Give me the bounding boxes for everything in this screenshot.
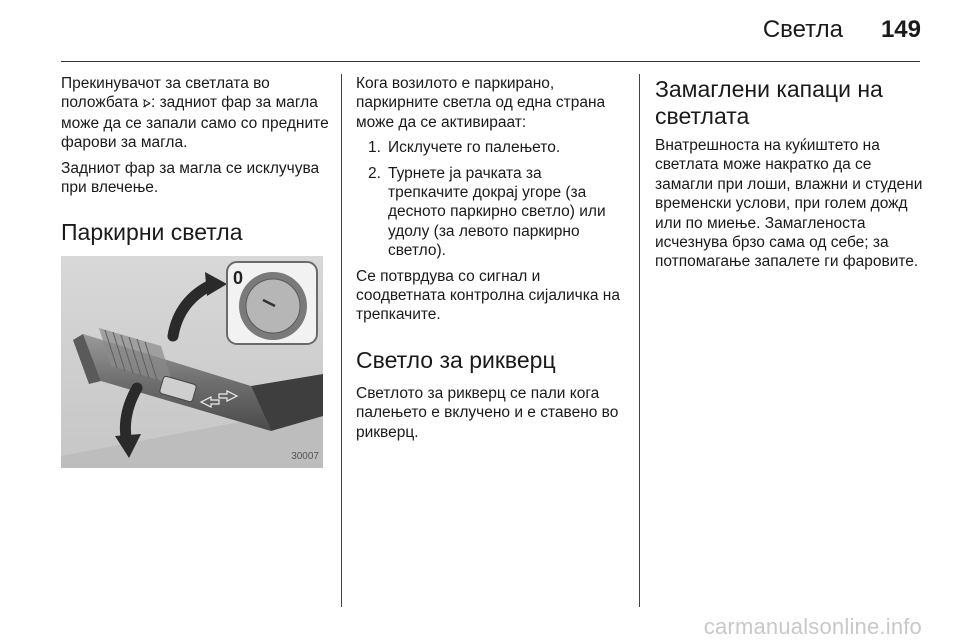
- towing-paragraph: Задниот фар за магла се исклучува при влечење.: [61, 159, 320, 197]
- header-rule: [61, 61, 920, 62]
- column-2: [356, 74, 626, 448]
- column-3: [655, 74, 925, 278]
- page-number: 149: [880, 16, 921, 43]
- rear-fog-paragraph: Прекинувачот за светлата во положбата ⦠: задниот фар за магла може да се запали само со предните фарови за магла.: [61, 75, 329, 152]
- page-header: [0, 0, 960, 62]
- parking-steps-list: [356, 138, 626, 260]
- list-item: 1. Исклучете го палењето.: [368, 139, 561, 157]
- reversing-light-heading: Светло за рикверц: [356, 346, 556, 373]
- parking-lights-heading: Паркирни светла: [61, 219, 243, 246]
- list-item: 2. Турнете ја рачката за трепкачите докрај угоре (за десното паркирно светло) или удолу (за левото паркирно светло).: [368, 164, 606, 260]
- rear-fog-light-icon: ⦠: [142, 95, 151, 112]
- turn-signal-lever-figure: [61, 256, 323, 468]
- column-divider-right: [639, 74, 640, 607]
- inset-zero-label: 0: [233, 268, 244, 289]
- fogged-covers-heading: Замаглени капаци на светлата: [655, 76, 883, 129]
- figure-id: 30007: [291, 451, 319, 463]
- parking-intro-paragraph: Кога возилото е паркирано, паркирните светла од една страна може да се активираат:: [356, 75, 606, 131]
- column-divider-left: [341, 74, 342, 607]
- reversing-light-paragraph: Светлото за рикверц се пали кога палењето е вклучено и е ставено во рикверц.: [356, 384, 619, 441]
- watermark: carmanualsonline.info: [703, 614, 922, 639]
- confirmation-paragraph: Се потврдува со сигнал и соодветната контролна сијаличка на трепкачите.: [356, 267, 620, 324]
- column-1: [61, 74, 329, 468]
- page-title: Светла: [762, 16, 843, 43]
- lever-illustration: [61, 256, 323, 468]
- fogged-covers-paragraph: Внатрешноста на куќиштето на светлата може накратко да се замагли при лоши, влажни и студени временски услови, при голем дожд или по миење. Замагленоста исчезнува брзо сама од себе; за потпомагање запалете ги фаровите.: [655, 137, 923, 271]
